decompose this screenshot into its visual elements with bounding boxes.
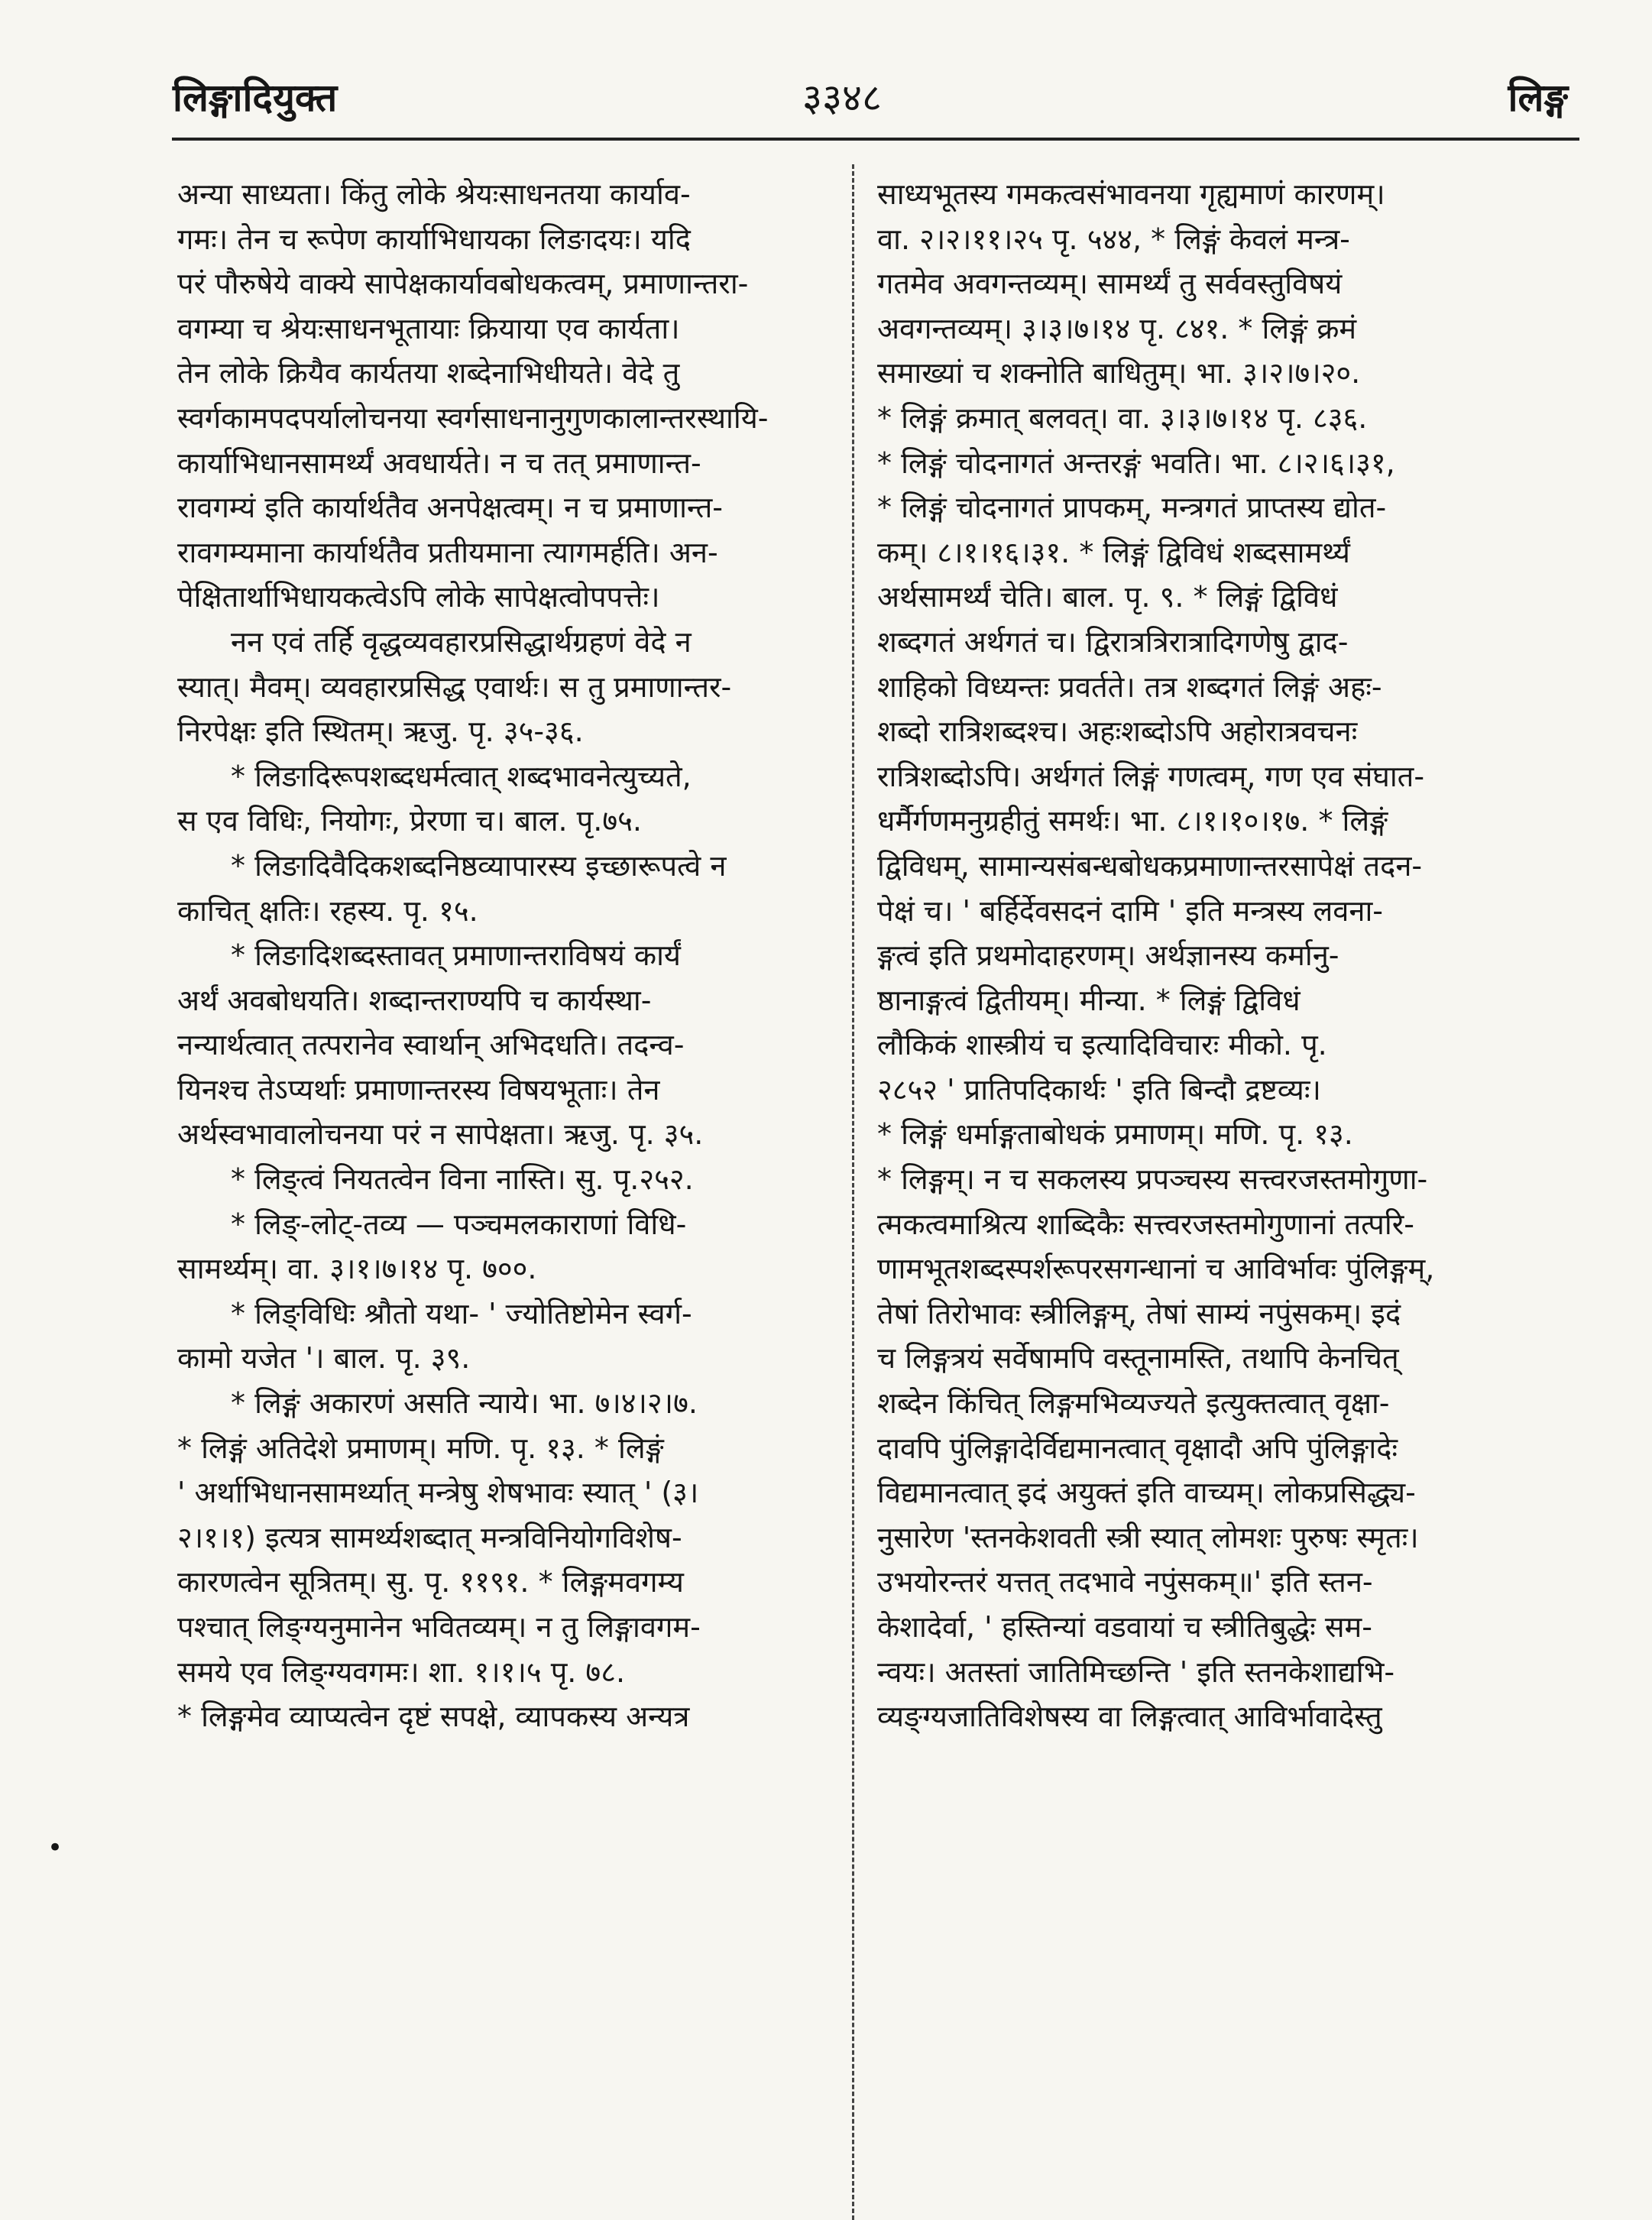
text-line: त्मकत्वमाश्रित्य शाब्दिकैः सत्त्वरजस्तमोगुणानां तत्परि-	[877, 1207, 1414, 1241]
text-line: अर्थस्वभावालोचनया परं न सापेक्षता। ऋजु. पृ. ३५.	[177, 1117, 704, 1152]
text-line: नन्यार्थत्वात् तत्परानेव स्वार्थान् अभिदधति। तदन्व-	[177, 1028, 685, 1062]
text-line: नन एवं तर्हि वृद्धव्यवहारप्रसिद्धार्थग्रहणं वेदे न	[231, 624, 692, 659]
text-line: कार्याभिधानसामर्थ्यं अवधार्यते। न च तत् प्रमाणान्त-	[177, 446, 701, 480]
text-line: गमः। तेन च रूपेण कार्याभिधायका लिङादयः। यदि	[177, 222, 691, 256]
text-line: * लिङ्गम्। न च सकलस्य प्रपञ्चस्य सत्त्वरजस्तमोगुणा-	[877, 1162, 1428, 1197]
entry-line: * लिङ्गं अकारणं असति न्याये। भा. ७।४।२।७.	[231, 1386, 698, 1421]
text-line: ष्ठानाङ्गत्वं द्वितीयम्। मीन्या. * लिङ्गं द्विविधं	[877, 983, 1301, 1017]
text-line: च लिङ्गत्रयं सर्वेषामपि वस्तूनामस्ति, तथापि केनचित्	[877, 1341, 1399, 1376]
text-line: कारणत्वेन सूत्रितम्। सु. पृ. ११९१. * लिङ्गमवगम्य	[177, 1565, 684, 1599]
text-line: निरपेक्षः इति स्थितम्। ऋजु. पृ. ३५-३६.	[177, 715, 584, 749]
text-line: अवगन्तव्यम्। ३।३।७।१४ पृ. ८४१. * लिङ्गं क्रमं	[877, 311, 1357, 345]
text-line: शाहिको विध्यन्तः प्रवर्तते। तत्र शब्दगतं लिङ्गं अहः-	[877, 669, 1382, 704]
text-line: * लिङ्गं धर्माङ्गताबोधकं प्रमाणम्। मणि. पृ. १३.	[877, 1117, 1353, 1152]
text-line: यिनश्च तेऽप्यर्थाः प्रमाणान्तरस्य विषयभूताः। तेन	[177, 1072, 660, 1107]
text-line: * लिङ्गं चोदनागतं प्रापकम्, मन्त्रगतं प्राप्तस्य द्योत-	[877, 491, 1387, 525]
text-line: उभयोरन्तरं यत्तत् तदभावे नपुंसकम्॥' इति स्तन-	[877, 1565, 1373, 1599]
text-line: स्यात्। मैवम्। व्यवहारप्रसिद्ध एवार्थः। स तु प्रमाणान्तर-	[177, 669, 732, 704]
text-line: रात्रिशब्दोऽपि। अर्थगतं लिङ्गं गणत्वम्, गण एव संघात-	[877, 759, 1425, 793]
text-line: तेन लोके क्रियैव कार्यतया शब्देनाभिधीयते। वेदे तु	[177, 356, 680, 391]
text-line: तेषां तिरोभावः स्त्रीलिङ्गम्, तेषां साम्यं नपुंसकम्। इदं	[877, 1296, 1401, 1330]
page-number: ३३४८	[802, 76, 882, 120]
text-line: स्वर्गकामपदपर्यालोचनया स्वर्गसाधनानुगुणकालान्तरस्थायि-	[177, 400, 769, 435]
page-header-headword-right: लिङ्ग	[1508, 76, 1568, 120]
text-line: पश्चात् लिङ्ग्यनुमानेन भवितव्यम्। न तु लिङ्गावगम-	[177, 1610, 701, 1644]
text-line: विद्यमानत्वात् इदं अयुक्तं इति वाच्यम्। लोकप्रसिद्ध्य-	[877, 1476, 1416, 1510]
text-line: रावगम्यमाना कार्यार्थतैव प्रतीयमाना त्यागमर्हति। अन-	[177, 535, 718, 569]
text-line: वा. २।२।११।२५ पृ. ५४४, * लिङ्गं केवलं मन्त्र-	[877, 222, 1350, 256]
text-line: सामर्थ्यम्। वा. ३।१।७।१४ पृ. ७००.	[177, 1252, 537, 1286]
text-line: पेक्षितार्थाभिधायकत्वेऽपि लोके सापेक्षत्वोपपत्तेः।	[177, 580, 660, 614]
entry-line: * लिङादिरूपशब्दधर्मत्वात् शब्दभावनेत्युच्यते,	[231, 759, 692, 793]
text-line: २।१।१) इत्यत्र सामर्थ्यशब्दात् मन्त्रविनियोगविशेष-	[177, 1520, 682, 1554]
entry-line: * लिङ्-लोट्-तव्य — पञ्चमलकाराणां विधि-	[231, 1207, 687, 1241]
text-line: परं पौरुषेये वाक्ये सापेक्षकार्यावबोधकत्वम्, प्रमाणान्तरा-	[177, 267, 749, 301]
text-line: व्यङ्ग्यजातिविशेषस्य वा लिङ्गत्वात् आविर्भावादेस्तु	[877, 1700, 1382, 1734]
text-line: कम्। ८।१।१६।३१. * लिङ्गं द्विविधं शब्दसामर्थ्यं	[877, 535, 1350, 569]
text-line: अर्थसामर्थ्यं चेति। बाल. पृ. ९. * लिङ्गं द्विविधं	[877, 580, 1338, 614]
text-line: * लिङ्गं चोदनागतं अन्तरङ्गं भवति। भा. ८।२।६।३१,	[877, 446, 1395, 480]
text-line: कामो यजेत '। बाल. पृ. ३९.	[177, 1341, 471, 1376]
text-line: ' अर्थाभिधानसामर्थ्यात् मन्त्रेषु शेषभावः स्यात् ' (३।	[177, 1476, 699, 1510]
text-line: * लिङ्गं अतिदेशे प्रमाणम्। मणि. पृ. १३. * लिङ्गं	[177, 1431, 664, 1465]
text-line: ङ्गत्वं इति प्रथमोदाहरणम्। अर्थज्ञानस्य कर्मानु-	[877, 938, 1339, 973]
text-line: शब्दगतं अर्थगतं च। द्विरात्रत्रिरात्रादिगणेषु द्वाद-	[877, 624, 1349, 659]
text-line: शब्देन किंचित् लिङ्गमभिव्यज्यते इत्युक्तत्वात् वृक्षा-	[877, 1386, 1390, 1421]
entry-line: * लिङादिशब्दस्तावत् प्रमाणान्तराविषयं कार्यं	[231, 938, 681, 973]
text-line: केशादेर्वा, ' हस्तिन्यां वडवायां च स्त्रीतिबुद्धेः सम-	[877, 1610, 1372, 1644]
text-line: वगम्या च श्रेयःसाधनभूतायाः क्रियाया एव कार्यता।	[177, 311, 680, 345]
text-line: * लिङ्गमेव व्याप्यत्वेन दृष्टं सपक्षे, व्यापकस्य अन्यत्र	[177, 1700, 690, 1734]
text-line: रावगम्यं इति कार्यार्थतैव अनपेक्षत्वम्। न च प्रमाणान्त-	[177, 491, 723, 525]
text-line: काचित् क्षतिः। रहस्य. पृ. १५.	[177, 893, 478, 928]
right-column	[877, 172, 1565, 1739]
text-line: शब्दो रात्रिशब्दश्च। अहःशब्दोऽपि अहोरात्रवचनः	[877, 715, 1358, 749]
text-line: द्विविधम्, सामान्यसंबन्धबोधकप्रमाणान्तरसापेक्षं तदन-	[877, 848, 1423, 883]
text-line: लौकिकं शास्त्रीयं च इत्यादिविचारः मीको. पृ.	[877, 1028, 1327, 1062]
text-line: णामभूतशब्दस्पर्शरूपरसगन्धानां च आविर्भावः पुंलिङ्गम्,	[877, 1252, 1435, 1286]
entry-line: * लिङ्त्वं नियतत्वेन विना नास्ति। सु. पृ.२५२.	[231, 1162, 694, 1197]
text-line: अर्थं अवबोधयति। शब्दान्तराण्यपि च कार्यस्था-	[177, 983, 652, 1017]
text-line: स एव विधिः, नियोगः, प्रेरणा च। बाल. पृ.७५.	[177, 804, 642, 838]
text-line: नुसारेण 'स्तनकेशवती स्त्री स्यात् लोमशः पुरुषः स्मृतः।	[877, 1520, 1419, 1554]
entry-line: * लिङादिवैदिकशब्दनिष्ठव्यापारस्य इच्छारूपत्वे न	[231, 848, 727, 883]
header-rule	[172, 138, 1579, 141]
text-line: गतमेव अवगन्तव्यम्। सामर्थ्यं तु सर्ववस्तुविषयं	[877, 267, 1343, 301]
text-line: धर्मैर्गणमनुग्रहीतुं समर्थः। भा. ८।१।१०।१७. * लिङ्गं	[877, 804, 1388, 838]
entry-line: * लिङ्विधिः श्रौतो यथा- ' ज्योतिष्टोमेन स्वर्ग-	[231, 1296, 692, 1330]
text-line: पेक्षं च। ' बर्हिर्देवसदनं दामि ' इति मन्त्रस्य लवना-	[877, 893, 1384, 928]
text-line: २८५२ ' प्रातिपदिकार्थः ' इति बिन्दौ द्रष्टव्यः।	[877, 1072, 1321, 1107]
page-header-headword-left: लिङ्गादियुक्त	[173, 76, 338, 120]
margin-mark: •	[47, 1833, 63, 1863]
text-line: दावपि पुंलिङ्गादेर्विद्यमानत्वात् वृक्षादौ अपि पुंलिङ्गादेः	[877, 1431, 1398, 1465]
text-line: साध्यभूतस्य गमकत्वसंभावनया गृह्यमाणं कारणम्।	[877, 177, 1385, 211]
left-column	[177, 172, 854, 1739]
text-line: समाख्यां च शक्नोति बाधितुम्। भा. ३।२।७।२०.	[877, 356, 1361, 391]
text-line: * लिङ्गं क्रमात् बलवत्। वा. ३।३।७।१४ पृ. ८३६.	[877, 400, 1368, 435]
text-line: समये एव लिङ्ग्यवगमः। शा. १।१।५ पृ. ७८.	[177, 1654, 626, 1689]
text-line: अन्या साध्यता। किंतु लोके श्रेयःसाधनतया कार्याव-	[177, 177, 691, 211]
text-line: न्वयः। अतस्तां जातिमिच्छन्ति ' इति स्तनकेशाद्यभि-	[877, 1654, 1395, 1689]
